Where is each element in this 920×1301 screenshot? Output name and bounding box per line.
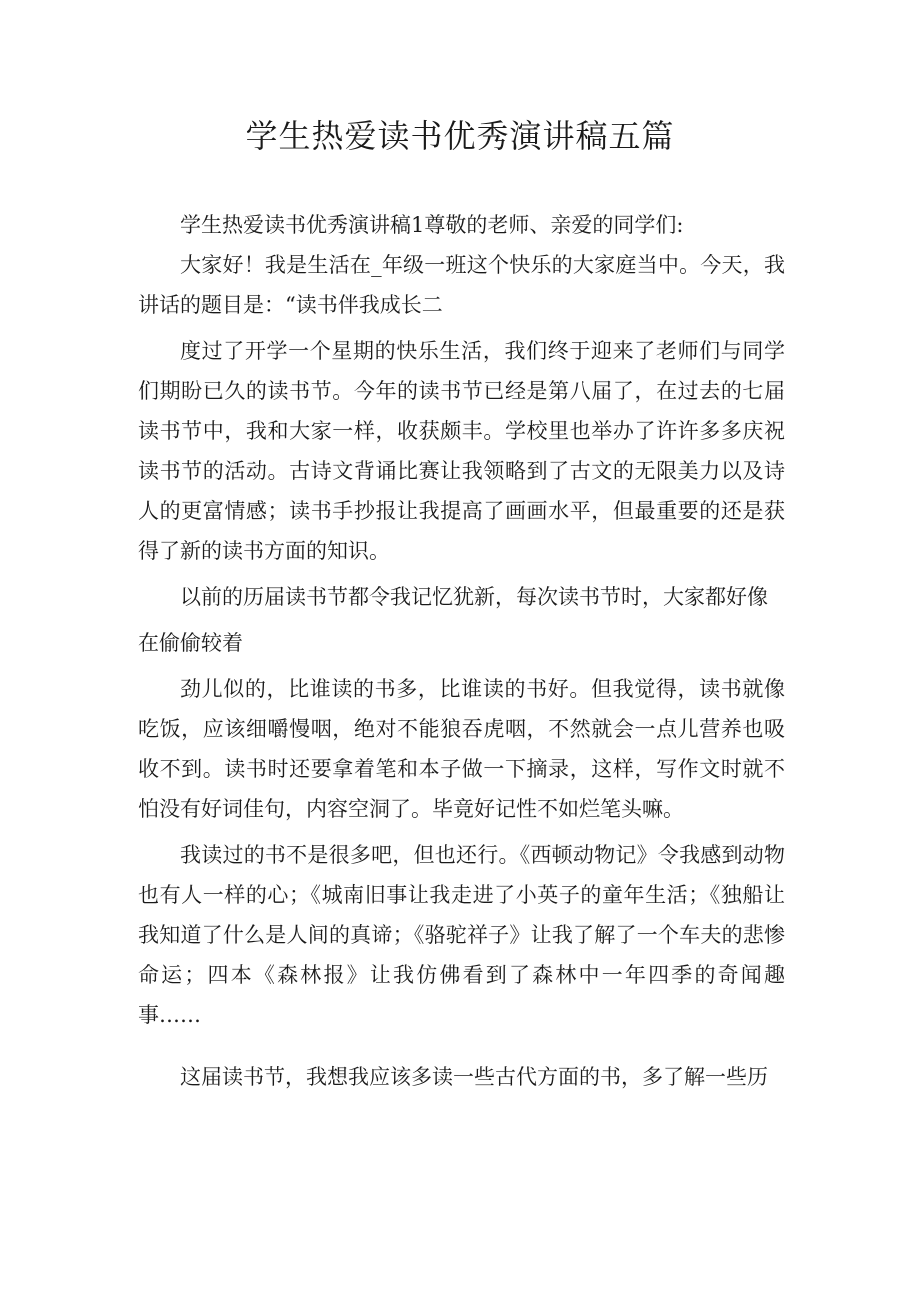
paragraph-fragment: 在偷偷较着 xyxy=(138,631,243,655)
paragraph-previous-festivals: 以前的历届读书节都令我记忆犹新，每次读书节时，大家都好像 xyxy=(180,585,768,609)
document-title: 学生热爱读书优秀演讲稿五篇 xyxy=(245,117,675,155)
paragraph-greeting: 大家好！我是生活在_年级一班这个快乐的大家庭当中。今天，我讲话的题目是：“读书伴我成长二 xyxy=(138,253,785,317)
paragraph-salutation: 学生热爱读书优秀演讲稿1尊敬的老师、亲爱的同学们: xyxy=(180,213,684,237)
document-body xyxy=(138,205,785,1097)
paragraph-reading-festival: 度过了开学一个星期的快乐生活，我们终于迎来了老师们与同学们期盼已久的读书节。今年的读书节已经是第八届了，在过去的七届读书节中，我和大家一样，收获颇丰。学校里也举办了许许多多庆祝读书节的活动。古诗文背诵比赛让我领略到了古文的无限美力以及诗人的更富情感；读书手抄报让我提高了画画水平，但最重要的还是获得了新的读书方面的知识。 xyxy=(138,339,785,563)
paragraph-this-festival: 这届读书节，我想我应该多读一些古代方面的书，多了解一些历 xyxy=(180,1065,768,1089)
paragraph-books-read: 我读过的书不是很多吧，但也还行。《西顿动物记》令我感到动物也有人一样的心；《城南旧事让我走进了小英子的童年生活；《独船让我知道了什么是人间的真谛；《骆驼祥子》让我了解了一个车夫的悲惨命运；四本《森林报》让我仿佛看到了森林中一年四季的奇闻趣事…… xyxy=(138,843,785,1027)
paragraph-how-to-read: 劲儿似的，比谁读的书多，比谁读的书好。但我觉得，读书就像吃饭，应该细嚼慢咽，绝对不能狼吞虎咽，不然就会一点儿营养也吸收不到。读书时还要拿着笔和本子做一下摘录，这样，写作文时就不怕没有好词佳句，内容空洞了。毕竟好记性不如烂笔头嘛。 xyxy=(138,677,785,821)
